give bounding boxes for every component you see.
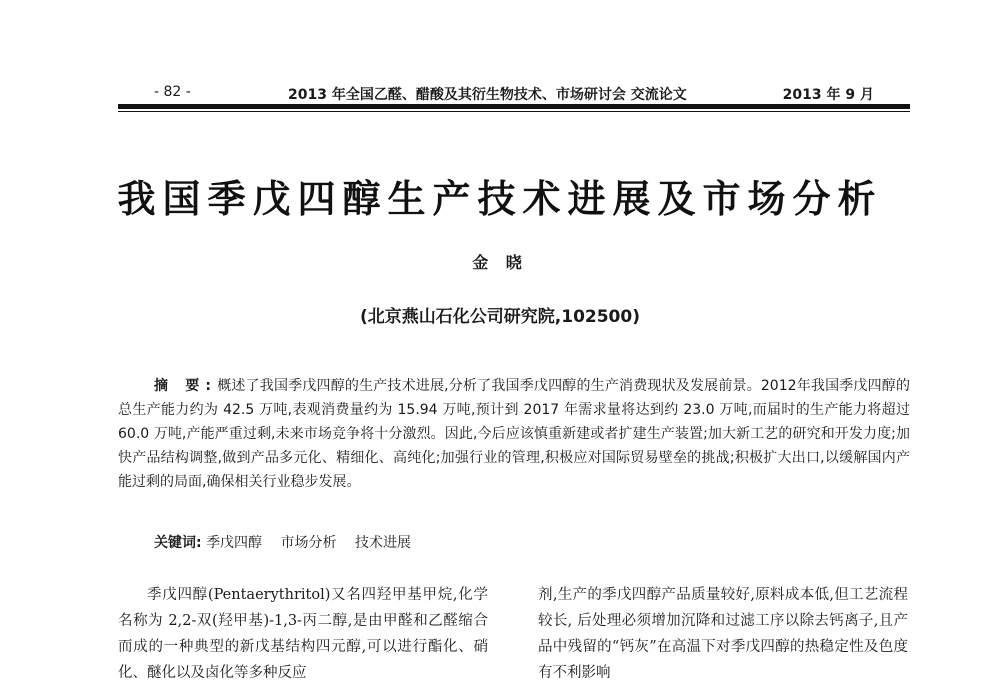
page-number: - 82 - bbox=[154, 84, 191, 100]
publication-date: 2013 年 9 月 bbox=[782, 87, 874, 103]
body-column-right: 剂,生产的季戊四醇产品质量较好,原料成本低,但工艺流程较长, 后处理必须增加沉降和过滤工序以除去钙离子,且产品中残留的“钙灰”在高温下对季戊四醇的热稳定性及色度有不利影响 bbox=[538, 587, 908, 681]
abstract-text: 概述了我国季戊四醇的生产技术进展,分析了我国季戊四醇的生产消费现状及发展前景。2012年我国季戊四醇的总生产能力约为 42.5 万吨,表观消费量约为 15.94 万吨,预计到 2017 年需求量将达到约 23.0 万吨,而届时的生产能力将超过 60.0 万吨,产能严重过剩,未来市场竞争将十分激烈。因此,今后应该慎重新建或者扩建生产装置;加大新工艺的研究和开发力度;加快产品结构调整,做到产品多元化、精细化、高纯化;加强行业的管理,积极应对国际贸易壁垒的挑战;积极扩大出口,以缓解国内产能过剩的局面,确保相关行业稳步发展。 bbox=[118, 378, 910, 490]
header-rule-thin bbox=[118, 111, 910, 112]
author-name: 金 晓 bbox=[472, 253, 528, 272]
keywords bbox=[154, 532, 910, 552]
body-column-left: 季戊四醇(Pentaerythritol)又名四羟甲基甲烷,化学名称为 2,2-双(羟甲基)-1,3-丙二醇,是由甲醛和乙醛缩合而成的一种典型的新戊基结构四元醇,可以进行酯化、硝化、醚化以及卤化等多种反应 bbox=[118, 587, 488, 681]
keyword-item: 季戊四醇 bbox=[206, 535, 263, 551]
abstract bbox=[118, 374, 910, 494]
keywords-label: 关键词: bbox=[154, 535, 202, 551]
keyword-item: 技术进展 bbox=[354, 535, 411, 551]
header-rule-thick bbox=[118, 104, 910, 109]
keyword-item: 市场分析 bbox=[280, 535, 337, 551]
paper-title: 我国季戊四醇生产技术进展及市场分析 bbox=[117, 176, 883, 221]
author-affiliation: (北京燕山石化公司研究院,102500) bbox=[360, 307, 640, 327]
running-header bbox=[118, 80, 910, 104]
abstract-label: 摘 要: bbox=[154, 378, 218, 394]
conference-name: 2013 年全国乙醛、醋酸及其衍生物技术、市场研讨会 交流论文 bbox=[288, 87, 687, 103]
